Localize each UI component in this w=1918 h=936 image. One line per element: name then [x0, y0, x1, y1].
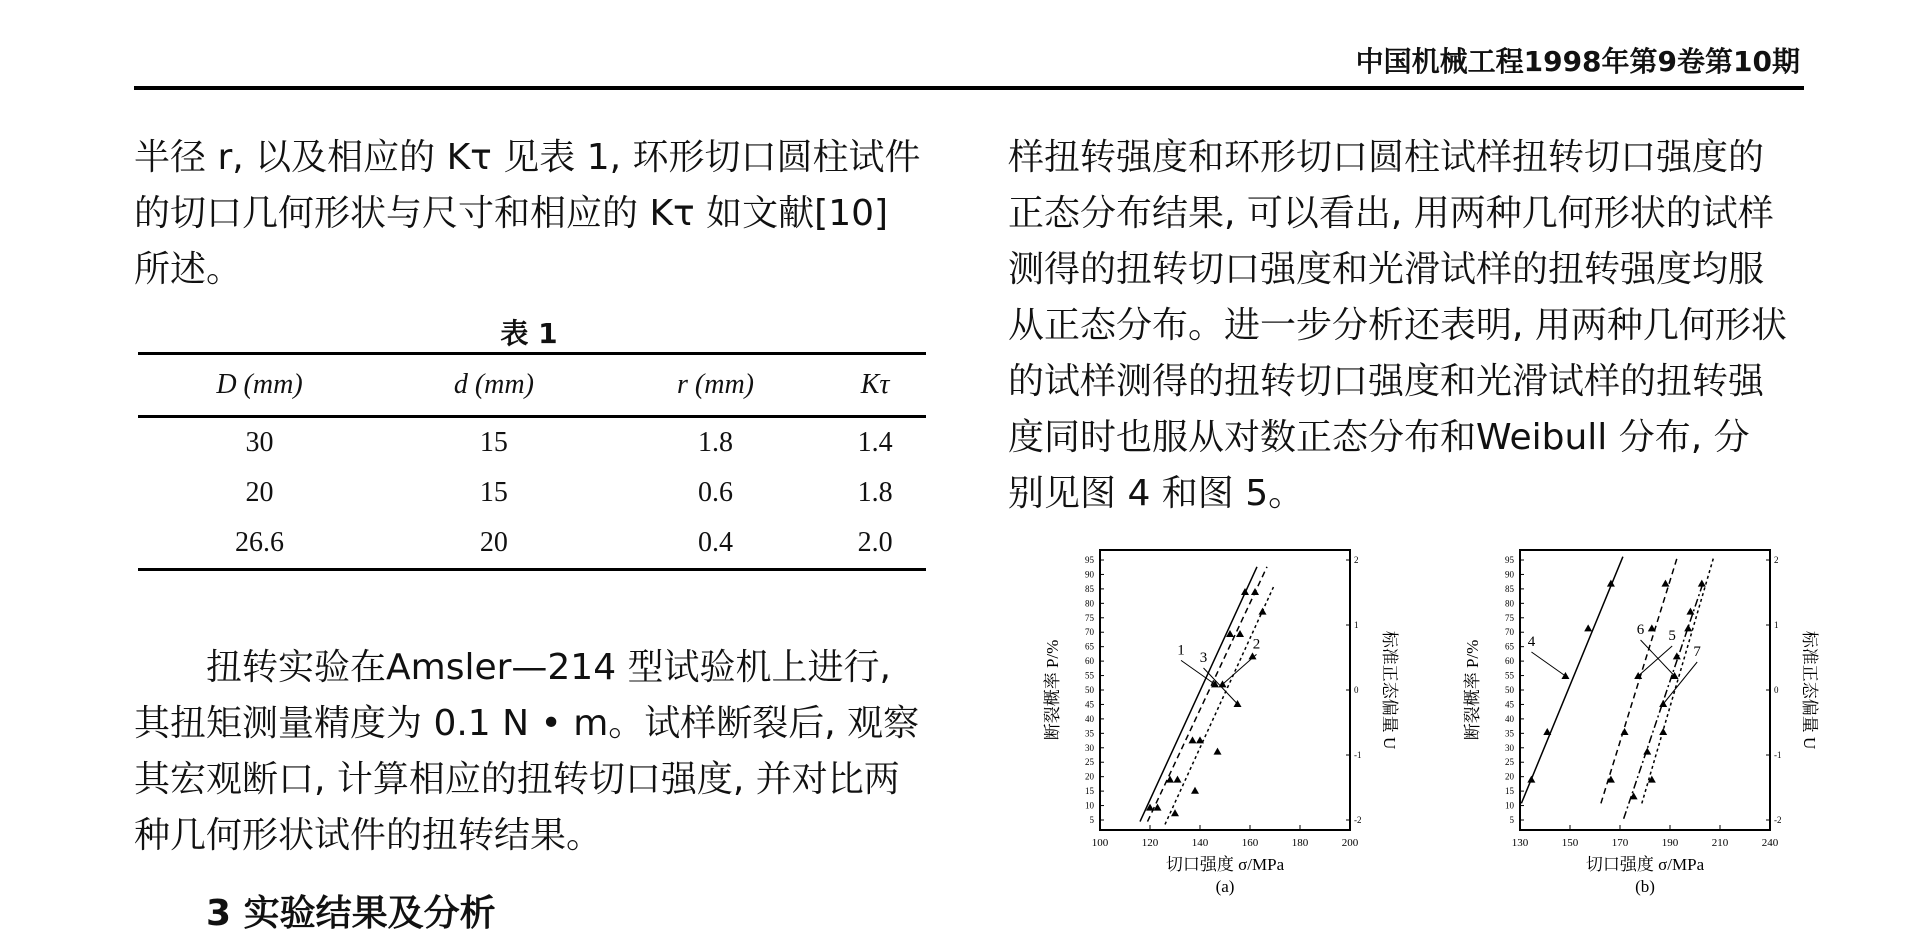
data-point	[1643, 748, 1651, 755]
table-cell: 0.4	[698, 527, 733, 558]
table-cell: 0.6	[698, 477, 733, 508]
left-paragraph-1	[134, 130, 944, 298]
y-tick-label: 25	[1505, 757, 1514, 768]
y-tick-label: 15	[1085, 786, 1094, 797]
table-cell: 2.0	[857, 527, 893, 558]
y-tick-label: 80	[1085, 598, 1094, 609]
x-tick-label: 140	[1191, 837, 1209, 849]
table-cell: 30	[245, 427, 274, 458]
y2-tick-label: 2	[1354, 555, 1359, 565]
y-tick-label: 90	[1505, 569, 1514, 580]
data-point	[1621, 728, 1629, 735]
y-tick-label: 65	[1085, 641, 1094, 652]
y-tick-label: 85	[1505, 583, 1514, 594]
x-tick-label: 150	[1561, 837, 1579, 849]
y-tick-label: 85	[1085, 583, 1094, 594]
table-cell: 1.8	[698, 427, 733, 458]
text-line: 正态分布结果, 可以看出, 用两种几何形状的试样	[1008, 193, 1774, 234]
y-tick-label: 55	[1505, 670, 1514, 681]
data-point	[1191, 787, 1199, 794]
table-row	[138, 468, 926, 518]
text-line: 的切口几何形状与尺寸和相应的 Kτ 如文献[10]	[134, 193, 889, 234]
series-leader	[1204, 668, 1238, 704]
data-table	[138, 352, 926, 571]
text-line: 扭转实验在Amsler—214 型试验机上进行,	[206, 647, 892, 688]
series-label: 4	[1527, 634, 1536, 650]
text-line: 其扭矩测量精度为 0.1 N • m。试样断裂后, 观察	[134, 703, 920, 744]
text-line: 样扭转强度和环形切口圆柱试样扭转切口强度的	[1008, 137, 1765, 178]
table-header-cell: D (mm)	[216, 369, 303, 400]
y-tick-label: 35	[1505, 728, 1514, 739]
y2-tick-label: -2	[1354, 815, 1362, 825]
table-header-cell: Kτ	[860, 369, 890, 400]
data-point	[1584, 624, 1592, 631]
y2-axis-label: 标准正态偏量 U	[1380, 630, 1399, 750]
y2-tick-label: -2	[1774, 815, 1782, 825]
y2-tick-label: 0	[1774, 685, 1779, 695]
series-line	[1601, 557, 1678, 804]
y-tick-label: 45	[1085, 699, 1094, 710]
y-tick-label: 50	[1085, 685, 1094, 695]
y-tick-label: 45	[1505, 699, 1514, 710]
table-cell: 1.4	[857, 427, 893, 458]
y-tick-label: 15	[1505, 786, 1514, 797]
plot-frame	[1520, 550, 1770, 830]
data-point	[1154, 804, 1162, 811]
panel-label: (b)	[1635, 877, 1655, 896]
series-line	[1140, 567, 1257, 822]
series-label: 3	[1199, 650, 1208, 666]
y-tick-label: 10	[1085, 800, 1094, 811]
data-point	[1259, 608, 1267, 615]
text-line: 度同时也服从对数正态分布和Weibull 分布, 分	[1008, 417, 1750, 458]
y-tick-label: 40	[1505, 713, 1514, 724]
y-tick-label: 20	[1085, 771, 1094, 782]
y-tick-label: 60	[1085, 656, 1094, 667]
series-line	[1165, 585, 1275, 825]
chart-panel-b	[1440, 530, 1840, 900]
table-row	[138, 518, 926, 570]
series-label: 5	[1668, 628, 1676, 644]
text-line: 种几何形状试件的扭转结果。	[134, 815, 603, 856]
x-tick-label: 210	[1711, 837, 1729, 849]
y-tick-label: 20	[1505, 771, 1514, 782]
text-line: 从正态分布。进一步分析还表明, 用两种几何形状	[1008, 305, 1787, 346]
series-label: 2	[1252, 636, 1261, 653]
data-point	[1659, 728, 1667, 735]
data-point	[1171, 809, 1179, 816]
y2-tick-label: 2	[1774, 555, 1779, 565]
y-tick-label: 40	[1085, 713, 1094, 724]
y-tick-label: 70	[1085, 627, 1094, 638]
chart-a-svg	[1020, 530, 1420, 900]
chart-b-svg	[1440, 530, 1840, 900]
table-cell: 20	[479, 527, 508, 558]
y-axis-label: 断裂概率 P/%	[1463, 639, 1482, 741]
y-tick-label: 50	[1505, 685, 1514, 695]
table-cell: 1.8	[857, 477, 893, 508]
data-point	[1214, 748, 1222, 755]
y-tick-label: 90	[1085, 569, 1094, 580]
y-tick-label: 65	[1505, 641, 1514, 652]
chart-panel-a	[1020, 530, 1420, 900]
table-header-cell: r (mm)	[677, 369, 754, 400]
table-cell: 26.6	[234, 527, 284, 558]
y-axis-label: 断裂概率 P/%	[1043, 639, 1062, 741]
y-tick-label: 80	[1505, 598, 1514, 609]
text-line: 别见图 4 和图 5。	[1008, 473, 1305, 514]
table-cell: 15	[479, 477, 508, 508]
data-point	[1174, 776, 1182, 783]
y-tick-label: 95	[1085, 555, 1094, 565]
x-tick-label: 190	[1661, 837, 1679, 849]
section-heading: 3 实验结果及分析	[206, 893, 496, 934]
y-tick-label: 30	[1085, 742, 1094, 753]
y2-axis-label: 标准正态偏量 U	[1800, 630, 1819, 750]
table-row	[138, 417, 926, 469]
series-label: 7	[1693, 644, 1701, 660]
y-tick-label: 10	[1505, 800, 1514, 811]
y2-tick-label: 0	[1354, 685, 1359, 695]
series-leader	[1663, 662, 1697, 704]
text-line: 测得的扭转切口强度和光滑试样的扭转强度均服	[1008, 249, 1765, 290]
x-tick-label: 170	[1611, 837, 1629, 849]
series-leader	[1181, 660, 1215, 684]
table-cell: 20	[245, 477, 274, 508]
y2-tick-label: -1	[1774, 750, 1782, 760]
series-label: 1	[1177, 642, 1185, 659]
y-tick-label: 30	[1505, 742, 1514, 753]
y-tick-label: 60	[1505, 656, 1514, 667]
plot-frame	[1100, 550, 1350, 830]
y2-tick-label: -1	[1354, 750, 1362, 760]
data-point	[1673, 652, 1681, 659]
text-line: 所述。	[134, 249, 243, 290]
series-leader	[1531, 652, 1565, 676]
y-tick-label: 95	[1505, 555, 1514, 565]
x-axis-label: 切口强度 σ/MPa	[1585, 855, 1705, 874]
text-line: 其宏观断口, 计算相应的扭转切口强度, 并对比两	[134, 759, 900, 800]
data-point	[1189, 736, 1197, 743]
x-tick-label: 200	[1341, 837, 1359, 849]
y-tick-label: 5	[1509, 815, 1514, 825]
x-tick-label: 130	[1511, 837, 1529, 849]
x-tick-label: 180	[1291, 837, 1309, 849]
left-paragraph-2	[134, 640, 944, 864]
y-tick-label: 35	[1085, 728, 1094, 739]
y-tick-label: 55	[1085, 670, 1094, 681]
data-point	[1251, 588, 1259, 595]
data-point	[1241, 588, 1249, 595]
right-paragraph-1	[1008, 130, 1818, 522]
data-point	[1543, 728, 1551, 735]
x-axis-label: 切口强度 σ/MPa	[1165, 855, 1285, 874]
table-cell: 15	[479, 427, 508, 458]
text-line: 半径 r, 以及相应的 Kτ 见表 1, 环形切口圆柱试件	[134, 137, 921, 178]
y2-tick-label: 1	[1354, 620, 1359, 630]
y-tick-label: 5	[1089, 815, 1094, 825]
data-point	[1527, 776, 1535, 783]
x-tick-label: 160	[1241, 837, 1259, 849]
data-point	[1166, 776, 1174, 783]
x-tick-label: 240	[1761, 837, 1779, 849]
x-tick-label: 120	[1141, 837, 1159, 849]
table-header-cell: d (mm)	[453, 369, 534, 400]
x-tick-label: 100	[1091, 837, 1109, 849]
y-tick-label: 75	[1505, 612, 1514, 623]
table-header-row	[138, 354, 926, 417]
y-tick-label: 70	[1505, 627, 1514, 638]
series-line	[1642, 557, 1714, 804]
table-title: 表 1	[500, 317, 558, 350]
y2-tick-label: 1	[1774, 620, 1779, 630]
journal-title: 中国机械工程1998年第9卷第10期	[1355, 45, 1800, 78]
series-line	[1521, 557, 1623, 804]
header-rule	[134, 86, 1804, 90]
journal-header	[0, 40, 1800, 80]
series-leader	[1638, 646, 1672, 676]
data-point	[1630, 792, 1638, 799]
text-line: 的试样测得的扭转切口强度和光滑试样的扭转强	[1008, 361, 1765, 402]
data-point	[1661, 580, 1669, 587]
panel-label: (a)	[1215, 877, 1235, 896]
y-tick-label: 75	[1085, 612, 1094, 623]
series-line	[1148, 567, 1268, 822]
series-label: 6	[1636, 622, 1645, 638]
y-tick-label: 25	[1085, 757, 1094, 768]
